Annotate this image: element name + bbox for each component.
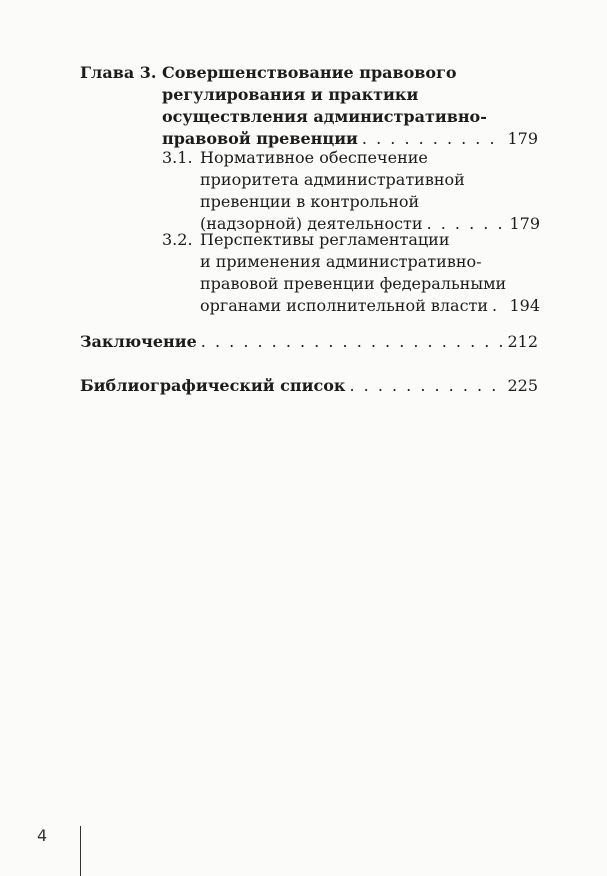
section-title-line: Нормативное обеспечение [200,148,428,167]
conclusion-label: Заключение [80,332,197,351]
chapter-title-last-line [162,128,538,150]
section-title-line: превенции в контрольной [200,192,420,211]
section-number: 3.1. [162,148,193,167]
chapter-title-line: правовой превенции [162,129,358,148]
page-ref: 212 [507,332,538,351]
dot-leader [201,331,504,353]
toc-conclusion [80,331,538,353]
section-title-line: Перспективы регламентации [200,230,450,249]
chapter-number: Глава 3. [80,63,157,82]
toc-bibliography [80,375,538,397]
chapter-title-line: Совершенствование правового [162,63,457,82]
dot-leader [362,128,504,150]
page-ref: 225 [507,376,538,395]
chapter-title-line: осуществления административно- [162,107,487,126]
dot-leader [492,296,505,315]
section-title-line: органами исполнительной власти [200,296,489,315]
toc-section-3-1 [162,148,538,236]
bibliography-label: Библиографический список [80,376,346,395]
page-number-rule [80,826,81,876]
section-title-line: (надзорной) деятельности [200,214,423,233]
toc-chapter-3 [80,62,538,150]
section-title-line: правовой превенции федеральными [200,274,507,293]
chapter-title [162,62,538,150]
section-title [200,230,540,318]
section-title [200,148,540,236]
page-number: 4 [37,826,48,845]
section-title-line: и применения административно- [200,252,482,271]
section-title-last-line [200,296,540,318]
section-number: 3.2. [162,230,193,249]
toc-section-3-2 [162,230,538,318]
chapter-title-line: регулирования и практики [162,85,419,104]
page-ref: 179 [509,214,540,233]
toc-bibliography-line [80,375,538,397]
dot-leader [349,375,503,397]
toc-conclusion-line [80,331,538,353]
page-ref: 179 [507,129,538,148]
page-ref: 194 [509,296,540,315]
section-title-line: приоритета административной [200,170,465,189]
